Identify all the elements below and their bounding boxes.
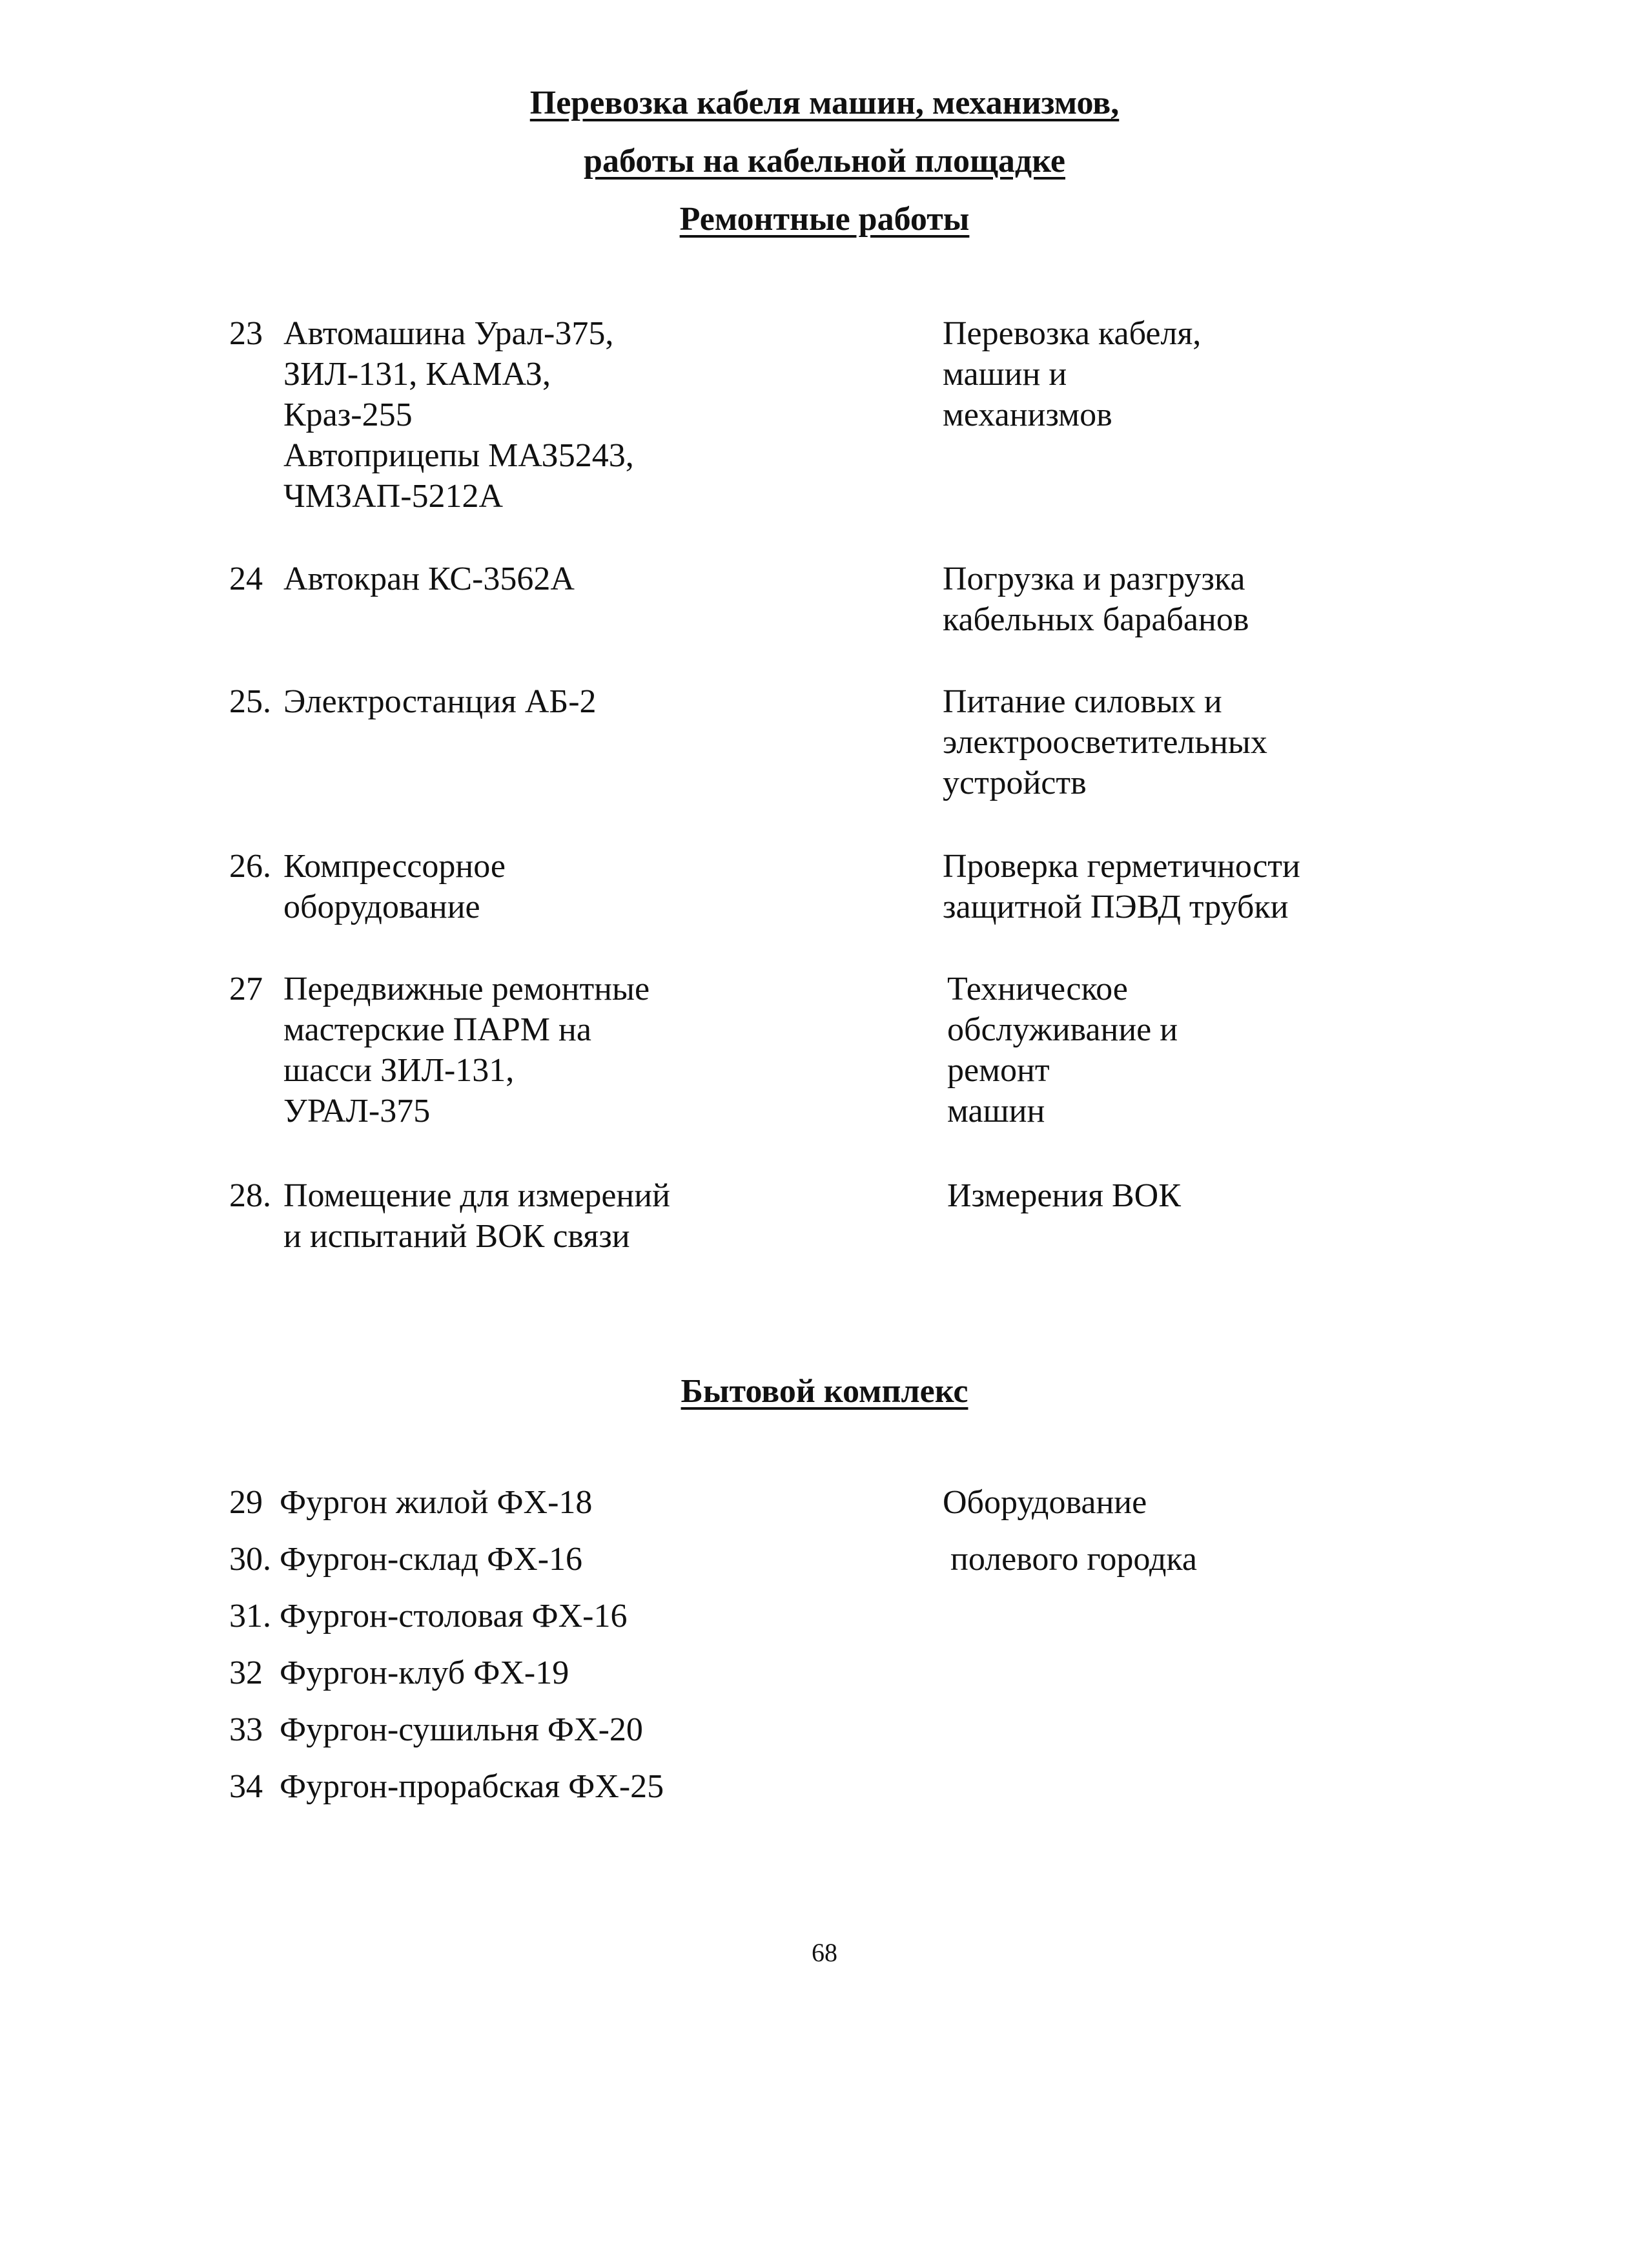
entry-purpose: Питание силовых и электроосветительных устройств — [943, 683, 1267, 801]
entry-purpose: Техническое обслуживание и ремонт машин — [947, 971, 1178, 1129]
item-number: 32 — [229, 1655, 263, 1691]
item-name: Фургон-сушильня ФХ-20 — [280, 1711, 643, 1748]
entry-number: 25. — [229, 683, 271, 720]
item-name: Фургон-столовая ФХ-16 — [280, 1598, 628, 1634]
item-number: 34 — [229, 1768, 263, 1805]
entry-purpose: Погрузка и разгрузка кабельных барабанов — [943, 561, 1249, 638]
household-purpose-line: Оборудование — [943, 1484, 1147, 1521]
entry-number: 24 — [229, 561, 263, 597]
item-name: Фургон-склад ФХ-16 — [280, 1541, 583, 1578]
heading-transport: Перевозка кабеля машин, механизмов, — [529, 85, 1120, 121]
item-number: 31. — [229, 1598, 271, 1634]
heading-repair: Ремонтные работы — [679, 201, 970, 238]
household-item — [229, 1766, 664, 1807]
item-number: 33 — [229, 1711, 263, 1748]
entry-number: 23 — [229, 315, 263, 352]
household-item — [229, 1482, 592, 1523]
household-item — [229, 1539, 582, 1580]
heading-cable-site: работы на кабельной площадке — [584, 143, 1065, 180]
heading-household: Бытовой комплекс — [681, 1373, 968, 1410]
household-item — [229, 1709, 643, 1750]
entry-purpose: Проверка герметичности защитной ПЭВД трубки — [943, 848, 1300, 925]
entry-equipment: Компрессорное оборудование — [283, 848, 506, 925]
household-item — [229, 1653, 569, 1693]
entry-equipment: Автомашина Урал-375, ЗИЛ-131, КАМАЗ, Краз-255 Автоприцепы МАЗ5243, ЧМЗАП-5212А — [283, 315, 634, 515]
household-purpose-line: полевого городка — [950, 1541, 1197, 1578]
item-number: 30. — [229, 1541, 271, 1578]
item-number: 29 — [229, 1484, 263, 1521]
household-item — [229, 1596, 627, 1636]
item-name: Фургон-клуб ФХ-19 — [280, 1655, 569, 1691]
item-name: Фургон жилой ФХ-18 — [280, 1484, 593, 1521]
entry-purpose: Перевозка кабеля, машин и механизмов — [943, 315, 1202, 433]
entry-equipment: Автокран КС-3562А — [283, 561, 575, 597]
entry-number: 27 — [229, 971, 263, 1007]
entry-number: 28. — [229, 1177, 271, 1214]
entry-equipment: Передвижные ремонтные мастерские ПАРМ на шасси ЗИЛ-131, УРАЛ-375 — [283, 971, 650, 1129]
entry-equipment: Помещение для измерений и испытаний ВОК связи — [283, 1177, 670, 1255]
item-name: Фургон-прорабская ФХ-25 — [280, 1768, 664, 1805]
entry-purpose: Измерения ВОК — [947, 1177, 1181, 1214]
entry-equipment: Электростанция АБ-2 — [283, 683, 597, 720]
entry-number: 26. — [229, 848, 271, 885]
page-number: 68 — [812, 1938, 837, 1967]
